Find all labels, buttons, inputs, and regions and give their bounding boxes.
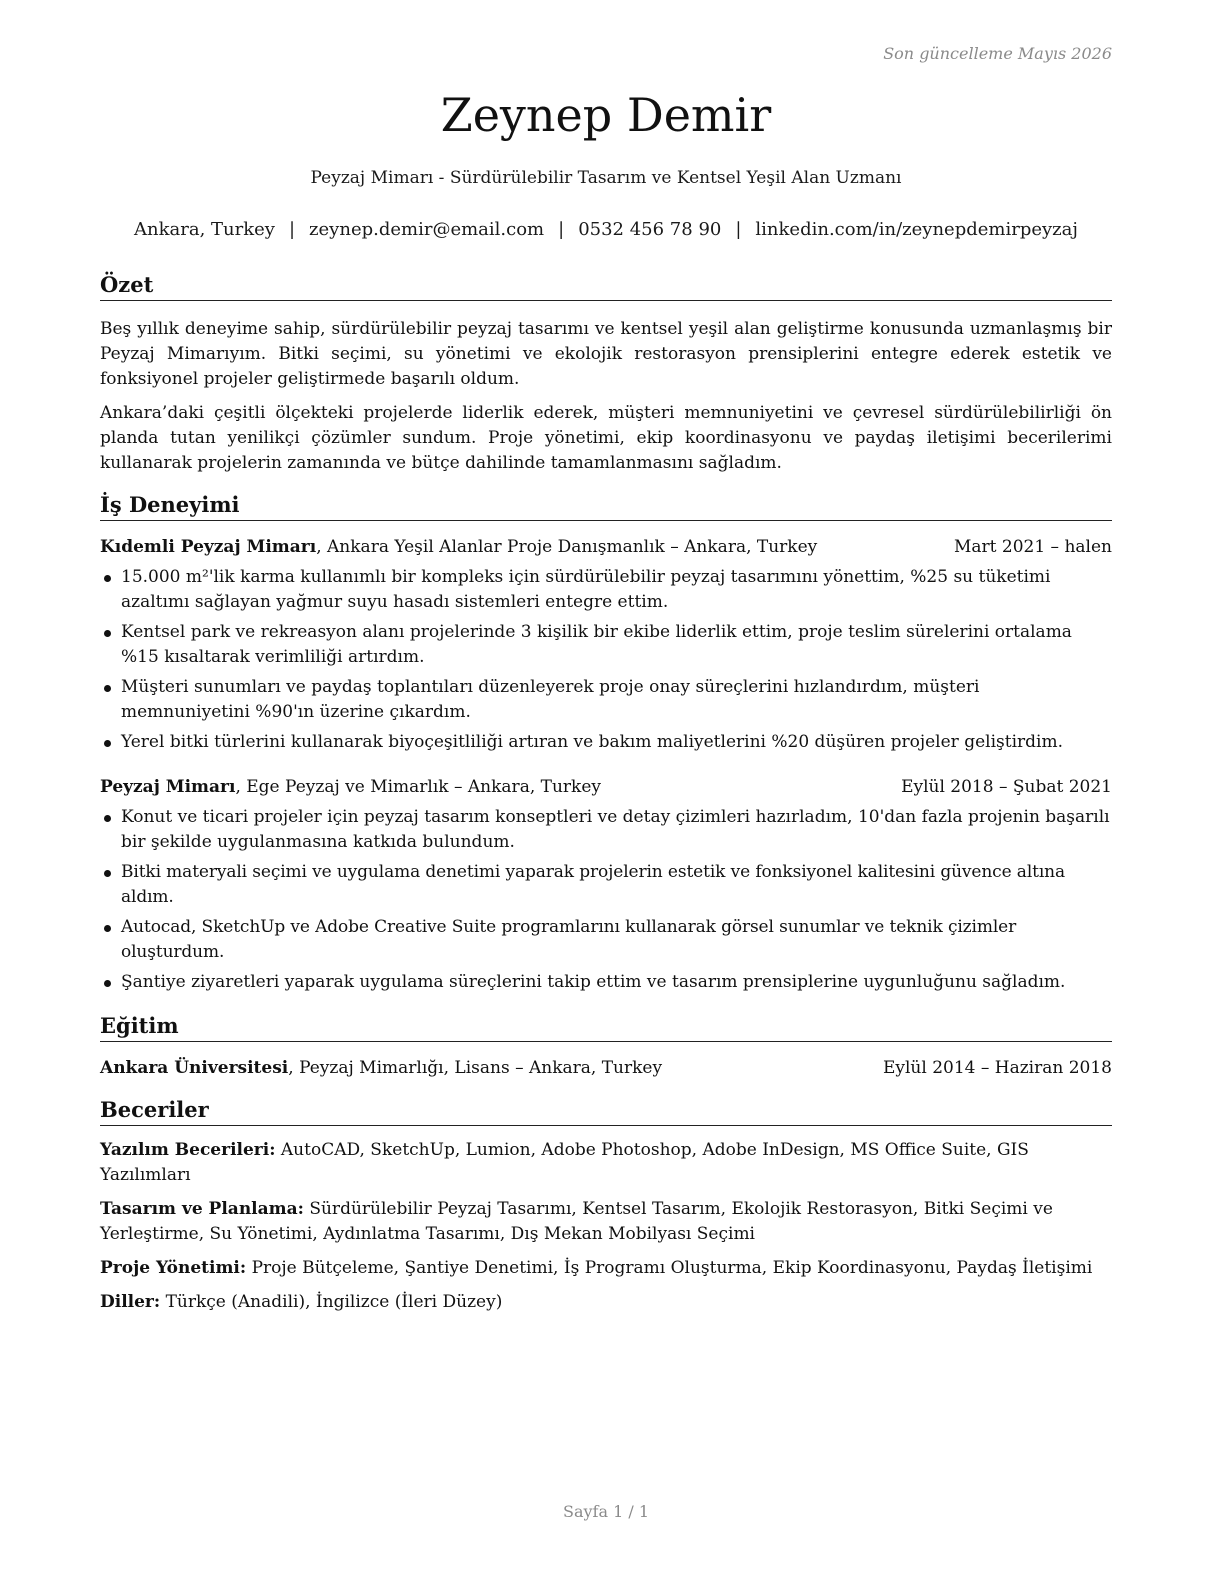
job-header	[100, 535, 1112, 560]
job-entry	[100, 535, 1112, 755]
experience-section	[100, 492, 1112, 995]
skill-value: Proje Bütçeleme, Şantiye Denetimi, İş Programı Oluşturma, Ekip Koordinasyonu, Paydaş İletişimi	[246, 1258, 1093, 1278]
job-bullet: Autocad, SketchUp ve Adobe Creative Suite programlarını kullanarak görsel sunumlar ve teknik çizimler oluşturdum.	[100, 915, 1112, 965]
job-role: Kıdemli Peyzaj Mimarı	[100, 537, 317, 557]
summary-paragraph: Beş yıllık deneyime sahip, sürdürülebilir peyzaj tasarımı ve kentsel yeşil alan geliştirme konusunda uzmanlaşmış bir Peyzaj Mimarıyım. Bitki seçimi, su yönetimi ve ekolojik restorasyon prensiplerini entegre ederek estetik ve fonksiyonel projeler geliştirmede başarılı oldum.	[100, 319, 1112, 389]
job-dates: Eylül 2018 – Şubat 2021	[901, 777, 1112, 797]
skill-row	[100, 1256, 1112, 1281]
education-entry	[100, 1056, 1112, 1081]
job-bullet: Yerel bitki türlerini kullanarak biyoçeşitliliği artıran ve bakım maliyetlerini %20 düşüren projeler geliştirdim.	[100, 730, 1112, 755]
job-title-line	[100, 775, 601, 800]
job-organization: , Ege Peyzaj ve Mimarlık – Ankara, Turkey	[235, 777, 602, 797]
skill-label: Diller:	[100, 1292, 161, 1312]
job-title-line	[100, 535, 817, 560]
education-dates: Eylül 2014 – Haziran 2018	[882, 1058, 1112, 1078]
summary-body	[100, 317, 1112, 476]
skill-value: AutoCAD, SketchUp, Lumion, Adobe Photoshop, Adobe InDesign, MS Office Suite, GIS Yazılımları	[100, 1140, 1029, 1185]
candidate-name: Zeynep Demir	[440, 88, 772, 142]
job-bullets	[100, 805, 1112, 995]
job-bullet: Bitki materyali seçimi ve uygulama denetimi yaparak projelerin estetik ve fonksiyonel kalitesini güvence altına aldım.	[100, 860, 1112, 910]
contact-location: Ankara, Turkey	[134, 219, 275, 240]
job-bullet: 15.000 m²'lik karma kullanımlı bir kompleks için sürdürülebilir peyzaj tasarımını yönettim, %25 su tüketimi azaltımı sağlayan yağmur suyu hasadı sistemleri entegre ettim.	[100, 565, 1112, 615]
job-header	[100, 775, 1112, 800]
job-bullets	[100, 565, 1112, 755]
skill-label: Yazılım Becerileri:	[100, 1140, 276, 1160]
contact-separator: |	[558, 219, 565, 240]
last-updated-note: Son güncelleme Mayıs 2026	[883, 44, 1112, 63]
page-number: Sayfa 1 / 1	[562, 1502, 649, 1521]
contact-linkedin[interactable]: linkedin.com/in/zeynepdemirpeyzaj	[755, 219, 1078, 240]
skill-label: Proje Yönetimi:	[100, 1258, 247, 1278]
skill-value: Türkçe (Anadili), İngilizce (İleri Düzey)	[160, 1292, 503, 1312]
job-entry	[100, 775, 1112, 995]
skill-row	[100, 1138, 1112, 1188]
education-heading: Eğitim	[100, 1013, 1112, 1042]
summary-paragraph: Ankara’daki çeşitli ölçekteki projelerde liderlik ederek, müşteri memnuniyetini ve çevresel sürdürülebilirliği ön planda tutan yenilikçi çözümler sundum. Proje yönetimi, ekip koordinasyonu ve paydaş iletişimi becerilerimi kullanarak projelerin zamanında ve bütçe dahilinde tamamlanmasını sağladım.	[100, 403, 1112, 473]
contact-phone[interactable]: 0532 456 78 90	[578, 219, 722, 240]
job-bullet: Konut ve ticari projeler için peyzaj tasarım konseptleri ve detay çizimleri hazırladım, 10'dan fazla projenin başarılı bir şekilde uygulanmasına katkıda bulundum.	[100, 805, 1112, 855]
job-bullet: Şantiye ziyaretleri yaparak uygulama süreçlerini takip ettim ve tasarım prensiplerine uygunluğunu sağladım.	[100, 970, 1112, 995]
summary-section	[100, 272, 1112, 476]
contact-separator: |	[288, 219, 296, 240]
job-bullet: Müşteri sunumları ve paydaş toplantıları düzenleyerek proje onay süreçlerini hızlandırdım, müşteri memnuniyetini %90'ın üzerine çıkardım.	[100, 675, 1112, 725]
skill-row	[100, 1197, 1112, 1247]
skill-label: Tasarım ve Planlama:	[100, 1199, 304, 1219]
resume-content	[100, 272, 1112, 1315]
contact-line	[100, 219, 1112, 240]
job-role: Peyzaj Mimarı	[100, 777, 236, 797]
resume-page	[100, 0, 1112, 1584]
contact-separator: |	[735, 219, 742, 240]
summary-heading: Özet	[100, 272, 1112, 301]
education-line	[100, 1056, 662, 1081]
job-dates: Mart 2021 – halen	[953, 537, 1112, 557]
job-bullet: Kentsel park ve rekreasyon alanı projelerinde 3 kişilik bir ekibe liderlik ettim, proje teslim sürelerini ortalama %15 kısaltarak verimliliği artırdım.	[100, 620, 1112, 670]
contact-email[interactable]: zeynep.demir@email.com	[309, 219, 545, 240]
candidate-subtitle: Peyzaj Mimarı - Sürdürülebilir Tasarım ve Kentsel Yeşil Alan Uzmanı	[310, 168, 902, 188]
skill-value: Sürdürülebilir Peyzaj Tasarımı, Kentsel Tasarım, Ekolojik Restorasyon, Bitki Seçimi ve Yerleştirme, Su Yönetimi, Aydınlatma Tasarımı, Dış Mekan Mobilyası Seçimi	[100, 1199, 1053, 1244]
experience-heading: İş Deneyimi	[100, 492, 1112, 521]
education-section	[100, 1013, 1112, 1081]
education-school: Ankara Üniversitesi	[100, 1058, 289, 1078]
skills-section	[100, 1097, 1112, 1315]
skills-heading: Beceriler	[100, 1097, 1112, 1126]
job-organization: , Ankara Yeşil Alanlar Proje Danışmanlık – Ankara, Turkey	[316, 537, 818, 557]
skill-row	[100, 1290, 1112, 1315]
education-detail: , Peyzaj Mimarlığı, Lisans – Ankara, Turkey	[288, 1058, 663, 1078]
